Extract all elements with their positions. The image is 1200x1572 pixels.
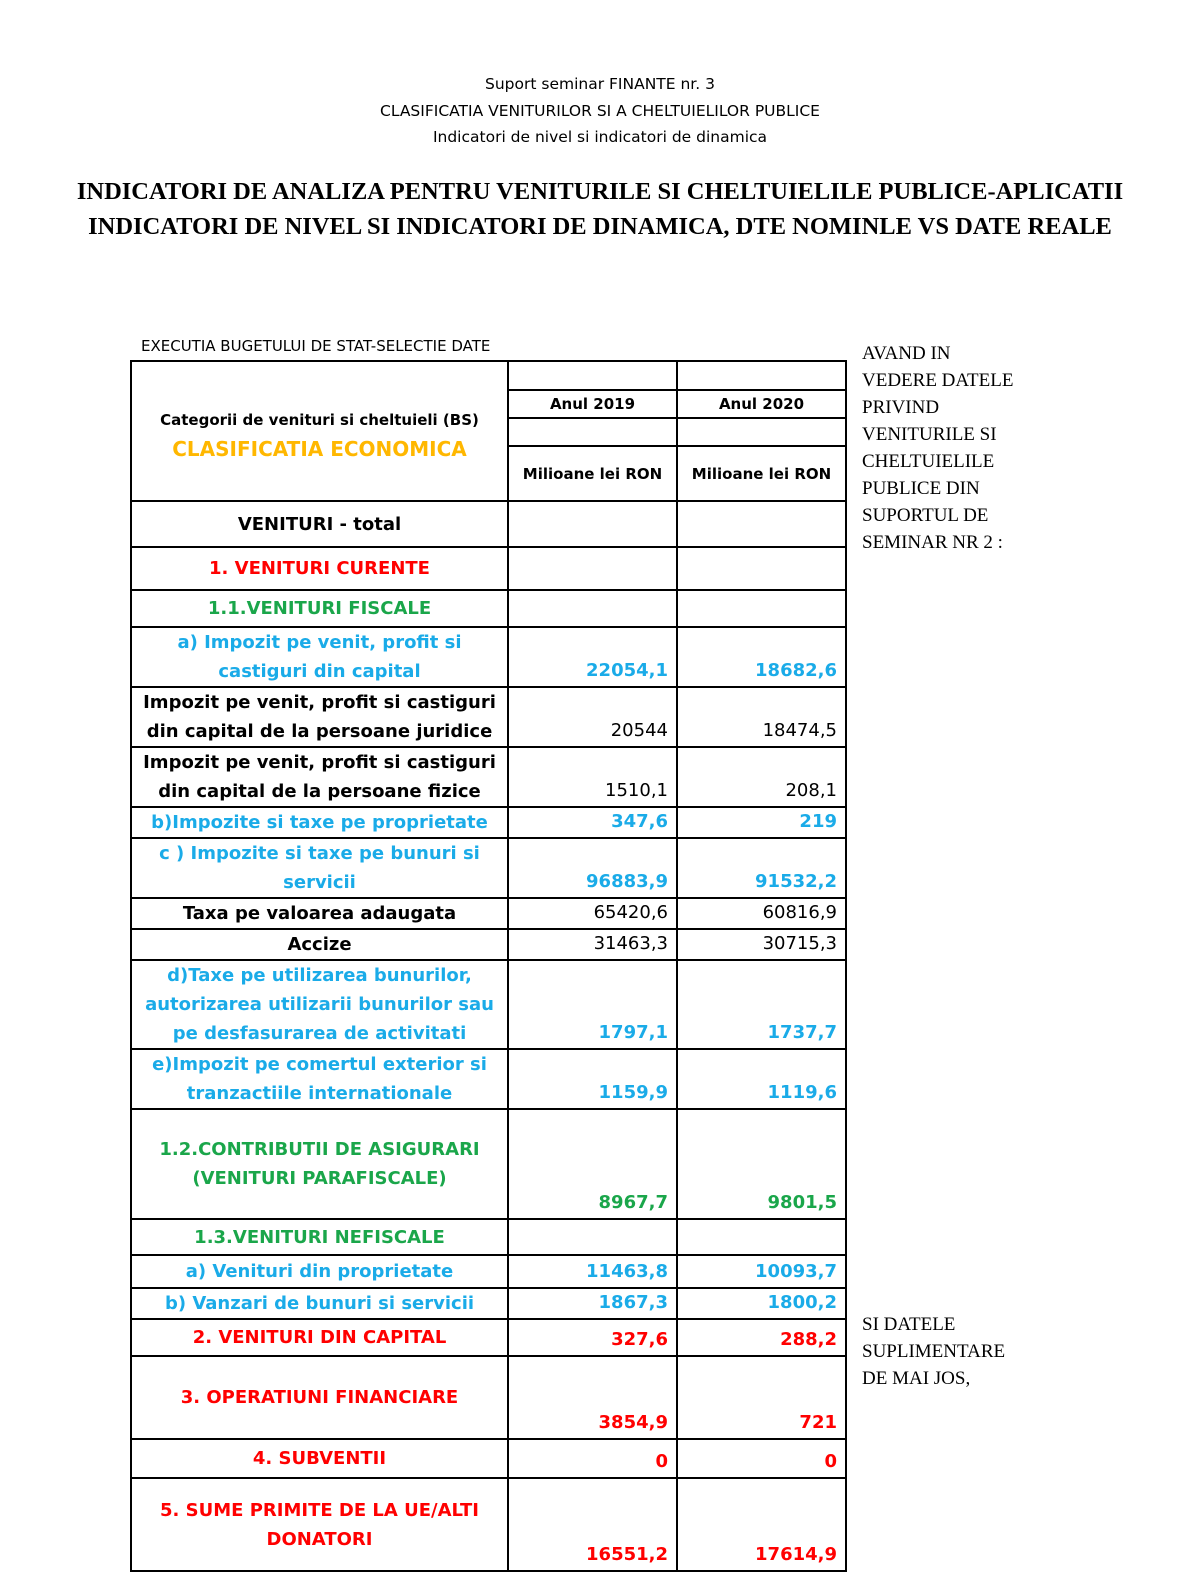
table-row [131,627,846,687]
table-row [131,1219,846,1255]
value-2020: 288,2 [677,1319,846,1356]
value-2019: 31463,3 [508,929,677,960]
value-2020: 10093,7 [677,1255,846,1288]
value-2020: 1119,6 [677,1049,846,1109]
table-row [131,590,846,627]
table-row [131,1478,846,1571]
table-row [131,1288,846,1319]
side-note-top: AVAND IN VEDERE DATELE PRIVIND VENITURILE SI CHELTUIELILE PUBLICE DIN SUPORTUL DE SEMINAR NR 2 : [862,343,1014,553]
row-label: 2. VENITURI DIN CAPITAL [131,1319,508,1356]
value-2019: 16551,2 [508,1478,677,1571]
row-label: b) Vanzari de bunuri si servicii [131,1288,508,1319]
category-header-cell [131,361,508,501]
row-label: d)Taxe pe utilizarea bunurilor, autorizarea utilizarii bunurilor sau pe desfasurarea de activitati [131,960,508,1049]
table-row [131,1255,846,1288]
row-label: Impozit pe venit, profit si castiguri din capital de la persoane fizice [131,747,508,807]
value-2019: 1797,1 [508,960,677,1049]
value-2019: 1159,9 [508,1049,677,1109]
value-2019 [508,501,677,547]
value-2019: 96883,9 [508,838,677,898]
value-2019: 1510,1 [508,747,677,807]
table-row [131,807,846,838]
row-label: c ) Impozite si taxe pe bunuri si servicii [131,838,508,898]
value-2019: 327,6 [508,1319,677,1356]
value-2020: 721 [677,1356,846,1439]
value-2020: 18474,5 [677,687,846,747]
row-label: Accize [131,929,508,960]
header-line-1: Suport seminar FINANTE nr. 3 [485,75,715,93]
table-row [131,547,846,590]
value-2019 [508,547,677,590]
value-2019: 22054,1 [508,627,677,687]
row-label: Impozit pe venit, profit si castiguri din capital de la persoane juridice [131,687,508,747]
header-line-2: CLASIFICATIA VENITURILOR SI A CHELTUIELILOR PUBLICE [380,102,820,120]
budget-table [130,360,847,1572]
table-row [131,687,846,747]
value-2019 [508,590,677,627]
year-2020-header: Anul 2020 [677,390,846,418]
table-row [131,1049,846,1109]
row-label: 4. SUBVENTII [131,1439,508,1478]
value-2020: 1737,7 [677,960,846,1049]
blank-cell [677,361,846,390]
value-2020: 219 [677,807,846,838]
row-label: 1.1.VENITURI FISCALE [131,590,508,627]
row-label: 1. VENITURI CURENTE [131,547,508,590]
row-label: Taxa pe valoarea adaugata [131,898,508,929]
value-2020 [677,501,846,547]
blank-cell [677,418,846,446]
value-2019: 65420,6 [508,898,677,929]
value-2019: 347,6 [508,807,677,838]
row-label: b)Impozite si taxe pe proprietate [131,807,508,838]
side-note-bottom: SI DATELE SUPLIMENTARE DE MAI JOS, [862,1314,1006,1389]
table-caption: EXECUTIA BUGETULUI DE STAT-SELECTIE DATE [141,337,491,355]
value-2020 [677,547,846,590]
table-row [131,929,846,960]
value-2020 [677,590,846,627]
year-2019-header: Anul 2019 [508,390,677,418]
value-2019: 3854,9 [508,1356,677,1439]
table-row [131,1356,846,1439]
table-row [131,1109,846,1219]
value-2019: 1867,3 [508,1288,677,1319]
value-2019: 20544 [508,687,677,747]
row-label: 1.2.CONTRIBUTII DE ASIGURARI (VENITURI PARAFISCALE) [131,1109,508,1219]
header-row-blank-top [131,361,846,390]
value-2020: 9801,5 [677,1109,846,1219]
value-2020: 1800,2 [677,1288,846,1319]
value-2019: 11463,8 [508,1255,677,1288]
value-2019: 8967,7 [508,1109,677,1219]
row-label: a) Venituri din proprietate [131,1255,508,1288]
row-label: 1.3.VENITURI NEFISCALE [131,1219,508,1255]
row-label: 5. SUME PRIMITE DE LA UE/ALTI DONATORI [131,1478,508,1571]
value-2020: 208,1 [677,747,846,807]
unit-2019-header: Milioane lei RON [508,446,677,501]
value-2020: 30715,3 [677,929,846,960]
document-title: INDICATORI DE ANALIZA PENTRU VENITURILE SI CHELTUIELILE PUBLICE-APLICATII INDICATORI DE NIVEL SI INDICATORI DE DINAMICA, DTE NOMINLE VS DATE REALE [76,178,1124,240]
table-row [131,501,846,547]
value-2020: 91532,2 [677,838,846,898]
row-label: a) Impozit pe venit, profit si castiguri din capital [131,627,508,687]
classification-label: CLASIFICATIA ECONOMICA [172,437,467,461]
value-2020: 60816,9 [677,898,846,929]
table-row [131,747,846,807]
table-row [131,1319,846,1356]
table-row [131,898,846,929]
row-label: VENITURI - total [131,501,508,547]
value-2019: 0 [508,1439,677,1478]
table-row [131,1439,846,1478]
category-label: Categorii de venituri si cheltuieli (BS) [160,411,479,429]
value-2020 [677,1219,846,1255]
table-row [131,960,846,1049]
blank-cell [508,418,677,446]
value-2020: 17614,9 [677,1478,846,1571]
unit-2020-header: Milioane lei RON [677,446,846,501]
value-2020: 18682,6 [677,627,846,687]
row-label: e)Impozit pe comertul exterior si tranzactiile internationale [131,1049,508,1109]
row-label: 3. OPERATIUNI FINANCIARE [131,1356,508,1439]
value-2020: 0 [677,1439,846,1478]
blank-cell [508,361,677,390]
header-line-3: Indicatori de nivel si indicatori de dinamica [432,128,768,146]
table-row [131,838,846,898]
value-2019 [508,1219,677,1255]
